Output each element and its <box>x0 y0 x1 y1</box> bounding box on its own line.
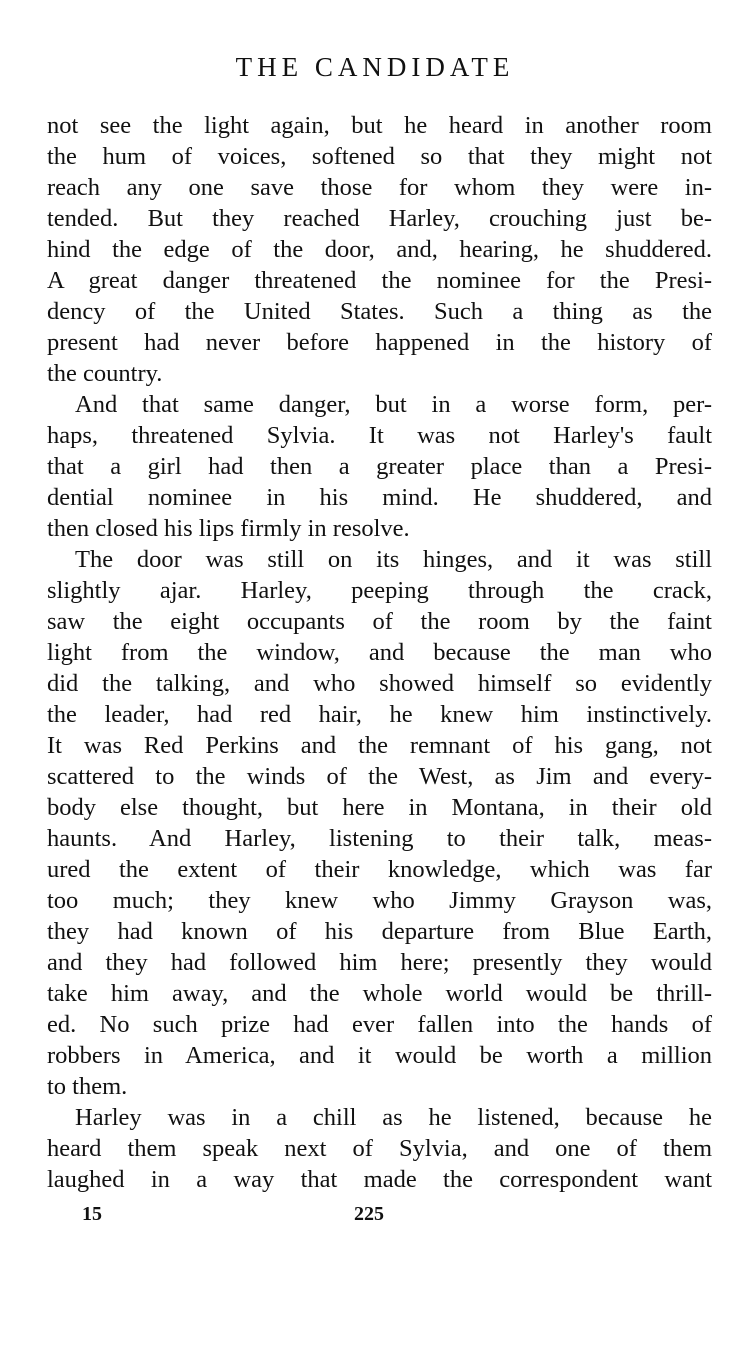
text-line: A great danger threatened the nominee for the Presi- <box>47 267 712 294</box>
text-line: saw the eight occupants of the room by the faint <box>47 608 712 635</box>
paragraph <box>47 389 712 544</box>
text-line: The door was still on its hinges, and it was still <box>75 546 712 573</box>
text-line: scattered to the winds of the West, as Jim and every- <box>47 763 712 790</box>
text-line: dential nominee in his mind. He shuddered, and <box>47 484 712 511</box>
text-line: haps, threatened Sylvia. It was not Harley's fault <box>47 422 712 449</box>
page-number: 225 <box>354 1203 384 1225</box>
paragraph <box>47 110 712 389</box>
text-line: and they had followed him here; presently they would <box>47 949 712 976</box>
signature-mark: 15 <box>82 1203 102 1225</box>
body-text <box>47 110 712 1195</box>
text-line: ed. No such prize had ever fallen into the hands of <box>47 1011 712 1038</box>
text-line: slightly ajar. Harley, peeping through the crack, <box>47 577 712 604</box>
text-line: present had never before happened in the history of <box>47 329 712 356</box>
paragraph <box>47 544 712 1102</box>
text-line: they had known of his departure from Blue Earth, <box>47 918 712 945</box>
text-line: too much; they knew who Jimmy Grayson was, <box>47 887 712 914</box>
text-line: heard them speak next of Sylvia, and one of them <box>47 1135 712 1162</box>
text-line: ured the extent of their knowledge, which was far <box>47 856 712 883</box>
text-line: that a girl had then a greater place than a Presi- <box>47 453 712 480</box>
text-line: haunts. And Harley, listening to their talk, meas- <box>47 825 712 852</box>
text-line: did the talking, and who showed himself so evidently <box>47 670 712 697</box>
text-line: And that same danger, but in a worse form, per- <box>75 391 712 418</box>
text-line: It was Red Perkins and the remnant of his gang, not <box>47 732 712 759</box>
text-line: to them. <box>47 1073 128 1100</box>
text-line: take him away, and the whole world would be thrill- <box>47 980 712 1007</box>
text-line: reach any one save those for whom they were in- <box>47 174 712 201</box>
text-line: body else thought, but here in Montana, in their old <box>47 794 712 821</box>
text-line: the hum of voices, softened so that they might not <box>47 143 712 170</box>
text-line: then closed his lips firmly in resolve. <box>47 515 410 542</box>
text-line: the leader, had red hair, he knew him instinctively. <box>47 701 712 728</box>
text-line: dency of the United States. Such a thing as the <box>47 298 712 325</box>
page-footer <box>0 1203 750 1233</box>
text-line: not see the light again, but he heard in another room <box>47 112 712 139</box>
text-line: robbers in America, and it would be worth a million <box>47 1042 712 1069</box>
text-line: laughed in a way that made the correspondent want <box>47 1166 712 1193</box>
paragraph <box>47 1102 712 1195</box>
text-line: tended. But they reached Harley, crouching just be- <box>47 205 712 232</box>
running-head: THE CANDIDATE <box>235 52 515 82</box>
text-line: light from the window, and because the man who <box>47 639 712 666</box>
text-line: the country. <box>47 360 163 387</box>
text-line: hind the edge of the door, and, hearing, he shuddered. <box>47 236 712 263</box>
text-line: Harley was in a chill as he listened, because he <box>75 1104 712 1131</box>
